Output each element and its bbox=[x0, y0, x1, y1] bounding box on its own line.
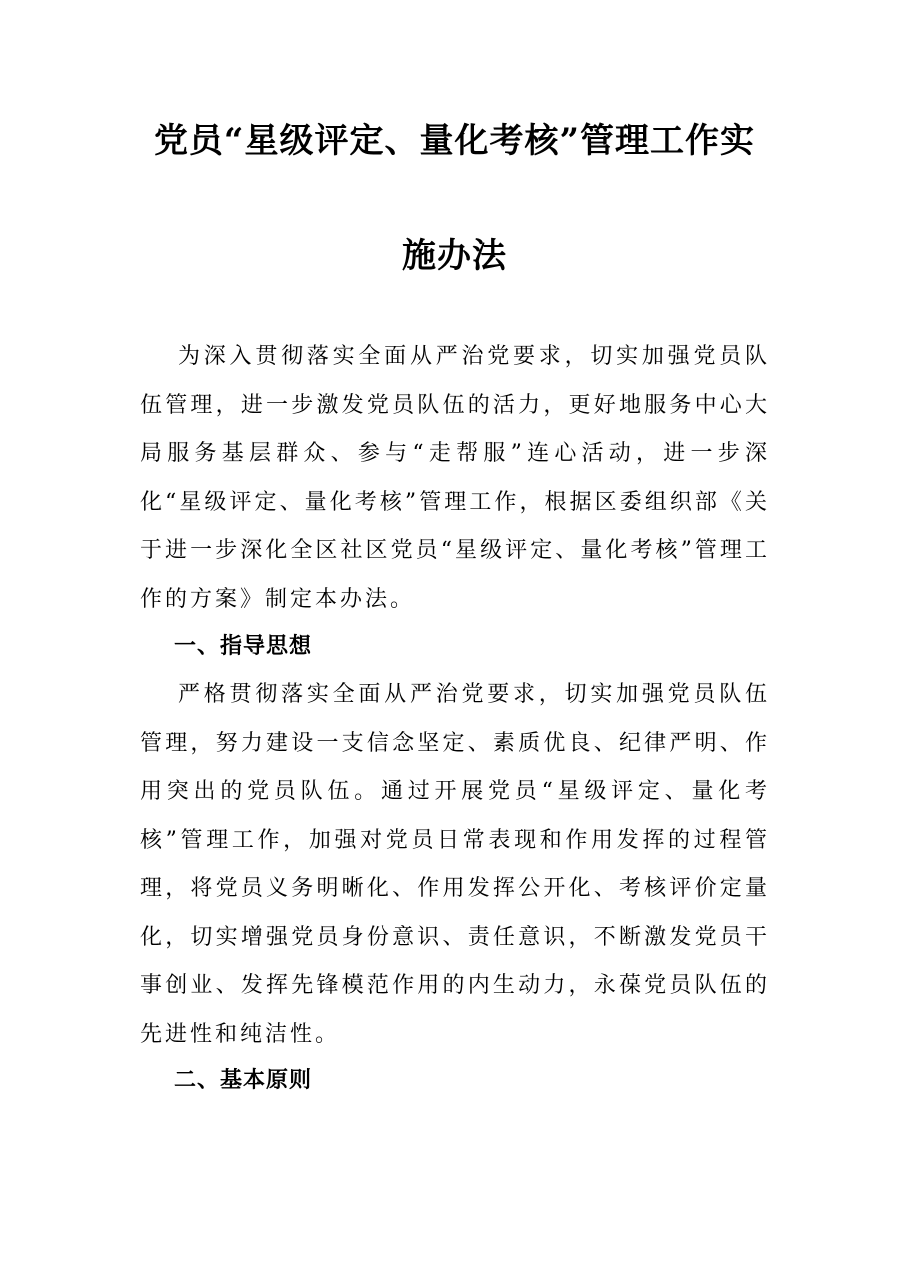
intro-paragraph: 为深入贯彻落实全面从严治党要求，切实加强党员队伍管理，进一步激发党员队伍的活力，更好地服务中心大局服务基层群众、参与“走帮服”连心活动，进一步深化“星级评定、量化考核”管理工作，根据区委组织部《关于进一步深化全区社区党员“星级评定、量化考核”管理工作的方案》制定本办法。 bbox=[140, 344, 770, 612]
section-heading-guiding-ideology: 一、指导思想 bbox=[174, 634, 313, 659]
document-title-line-2: 施办法 bbox=[402, 236, 507, 276]
section-heading-basic-principles: 二、基本原则 bbox=[174, 1068, 313, 1093]
guiding-ideology-paragraph: 严格贯彻落实全面从严治党要求，切实加强党员队伍管理，努力建设一支信念坚定、素质优良、纪律严明、作用突出的党员队伍。通过开展党员“星级评定、量化考核”管理工作，加强对党员日常表现和作用发挥的过程管理，将党员义务明晰化、作用发挥公开化、考核评价定量化，切实增强党员身份意识、责任意识，不断激发党员干事创业、发挥先锋模范作用的内生动力，永葆党员队伍的先进性和纯洁性。 bbox=[140, 682, 770, 1047]
document-title-line-1: 党员“星级评定、量化考核”管理工作实 bbox=[153, 121, 756, 161]
